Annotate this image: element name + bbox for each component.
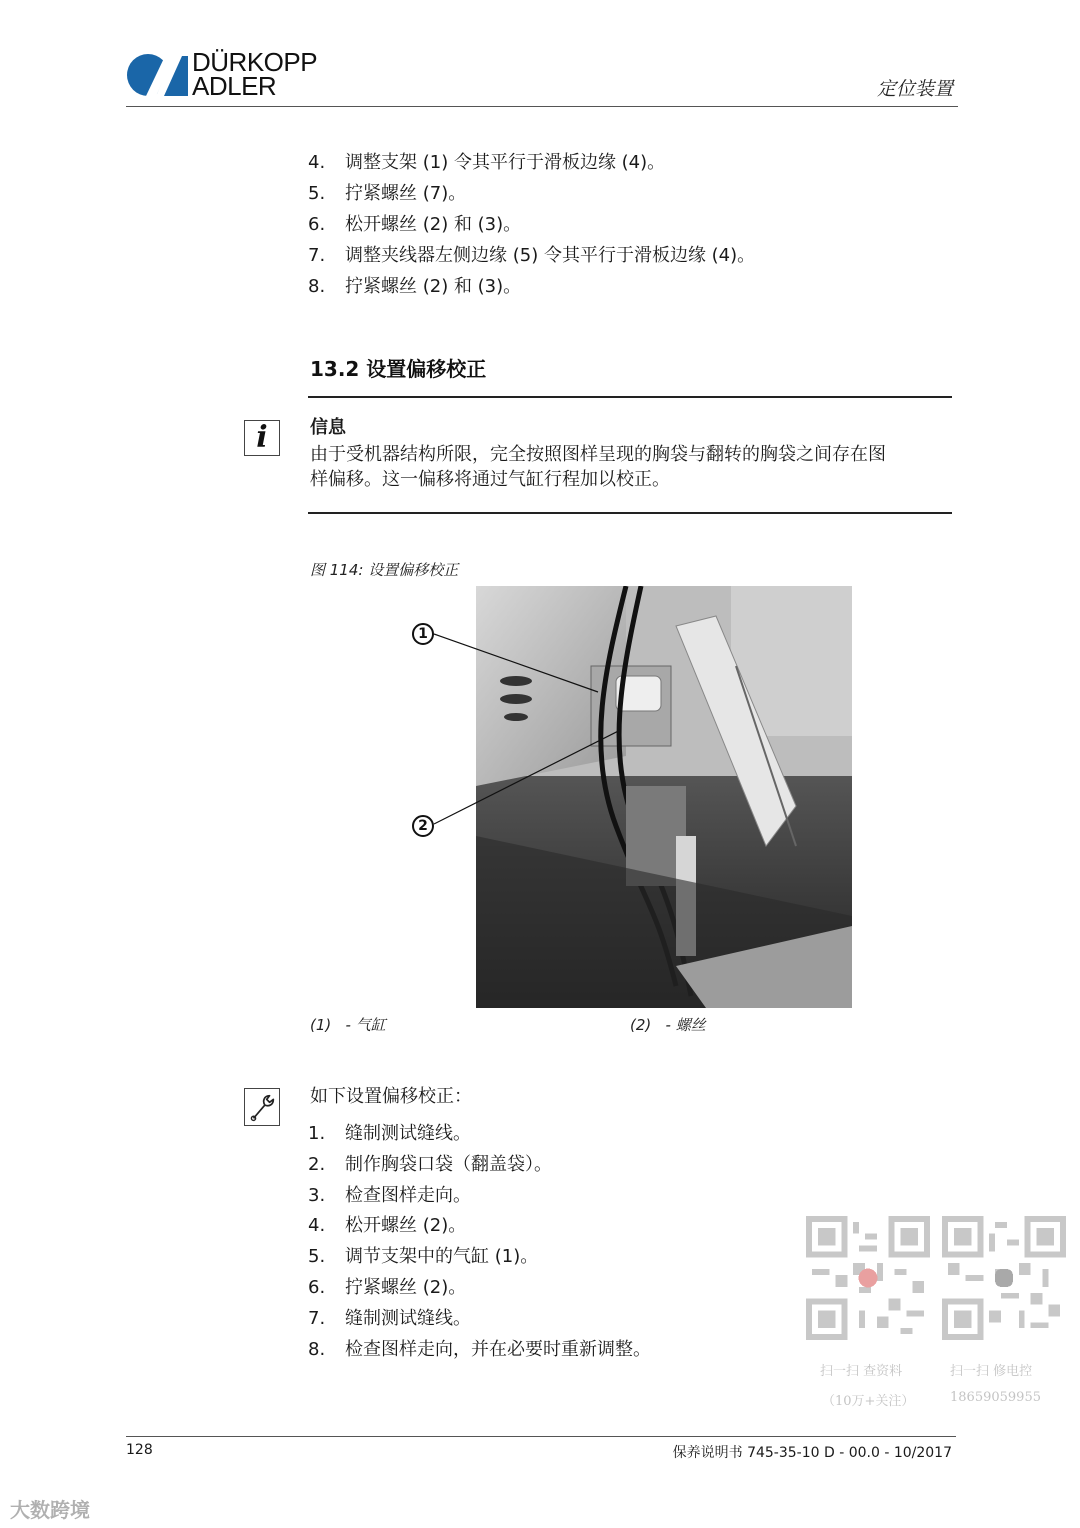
- wrench-icon: [244, 1088, 280, 1126]
- step-item: 7. 调整夹线器左侧边缘 (5) 令其平行于滑板边缘 (4)。: [308, 245, 756, 266]
- procedure-step: 3. 检查图样走向。: [308, 1185, 471, 1206]
- callout-leader-lines: [420, 620, 620, 840]
- callout-2: 2: [412, 815, 434, 837]
- procedure-step: 2. 制作胸袋口袋（翻盖袋）。: [308, 1154, 552, 1175]
- legend-item-1: (1) - 气缸: [310, 1016, 386, 1034]
- step-item: 4. 调整支架 (1) 令其平行于滑板边缘 (4)。: [308, 152, 666, 173]
- brand-name-line2: ADLER: [192, 71, 277, 101]
- brand-name-line1: DÜRKOPP: [192, 47, 318, 77]
- info-bottom-rule: [308, 512, 952, 514]
- chapter-title: 定位装置: [876, 78, 953, 100]
- footer-divider: [126, 1436, 956, 1437]
- procedure-step: 7. 缝制测试缝线。: [308, 1308, 471, 1329]
- info-title: 信息: [310, 417, 346, 438]
- qr-caption-left-1: 扫一扫 查资料: [820, 1364, 903, 1379]
- page-number: 128: [126, 1442, 153, 1458]
- procedure-step: 4. 松开螺丝 (2)。: [308, 1215, 467, 1236]
- legend-item-2: (2) - 螺丝: [630, 1016, 706, 1034]
- step-item: 5. 拧紧螺丝 (7)。: [308, 183, 467, 204]
- procedure-step: 1. 缝制测试缝线。: [308, 1123, 471, 1144]
- section-heading: 13.2 设置偏移校正: [310, 357, 487, 381]
- brand-logo-icon: [126, 52, 188, 98]
- step-item: 8. 拧紧螺丝 (2) 和 (3)。: [308, 276, 522, 297]
- qr-code-left: [806, 1216, 930, 1340]
- procedure-intro: 如下设置偏移校正：: [310, 1086, 472, 1107]
- qr-caption-right-1: 扫一扫 修电控: [950, 1364, 1033, 1379]
- info-top-rule: [308, 396, 952, 398]
- callout-1: 1: [412, 623, 434, 645]
- qr-caption-right-2: 18659059955: [950, 1390, 1041, 1405]
- watermark-text: 大数跨境: [10, 1498, 90, 1522]
- step-item: 6. 松开螺丝 (2) 和 (3)。: [308, 214, 522, 235]
- qr-code-right: [942, 1216, 1066, 1340]
- document-info: 保养说明书 745-35-10 D - 00.0 - 10/2017: [672, 1445, 952, 1461]
- info-icon: i: [244, 420, 280, 456]
- procedure-step: 6. 拧紧螺丝 (2)。: [308, 1277, 467, 1298]
- info-body: 由于受机器结构所限，完全按照图样呈现的胸袋与翻转的胸袋之间存在图 样偏移。这一偏移将通过气缸行程加以校正。: [310, 444, 886, 490]
- figure-caption: 图 114: 设置偏移校正: [310, 561, 459, 579]
- qr-caption-left-2: （10万+关注）: [822, 1394, 915, 1409]
- header-divider: [126, 106, 958, 107]
- procedure-step: 8. 检查图样走向，并在必要时重新调整。: [308, 1339, 651, 1360]
- procedure-step: 5. 调节支架中的气缸 (1)。: [308, 1246, 539, 1267]
